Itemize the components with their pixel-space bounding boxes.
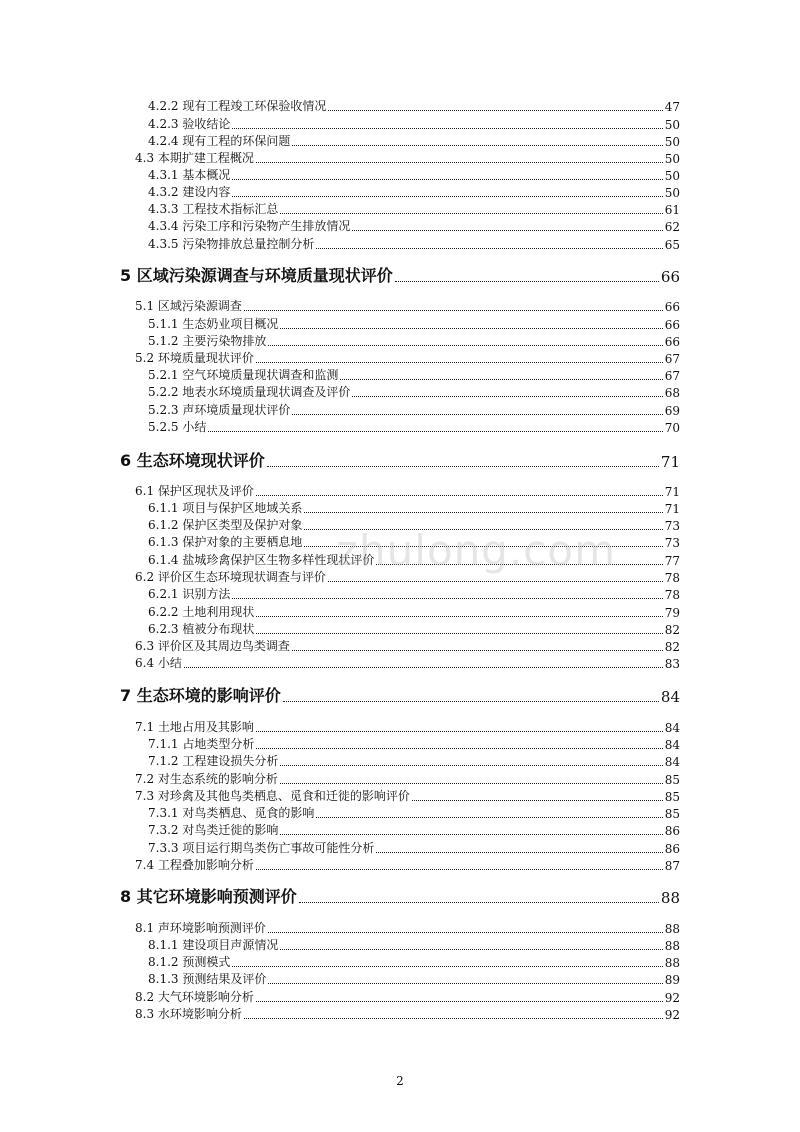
toc-entry-page: 67 — [664, 369, 680, 383]
toc-entry-page: 83 — [664, 657, 680, 671]
dot-leader — [328, 581, 663, 582]
toc-subsection-entry[interactable] — [148, 218, 680, 234]
toc-entry-page: 66 — [664, 335, 680, 349]
toc-entry-title: 6.1.4 盐城珍禽保护区生物多样性现状评价 — [148, 553, 375, 567]
toc-entry-page: 69 — [664, 404, 680, 418]
toc-subsection-entry[interactable] — [148, 402, 680, 418]
toc-section-entry[interactable] — [135, 638, 680, 654]
dot-leader — [256, 1001, 663, 1002]
toc-subsection-entry[interactable] — [148, 621, 680, 637]
toc-entry-page: 66 — [664, 300, 680, 314]
dot-leader — [280, 213, 662, 214]
toc-section-entry[interactable] — [135, 771, 680, 787]
toc-entry-title: 6.2 评价区生态环境现状调查与评价 — [135, 570, 326, 584]
toc-chapter-entry[interactable] — [120, 684, 680, 706]
toc-entry-page: 50 — [664, 186, 680, 200]
toc-subsection-entry[interactable] — [148, 98, 680, 114]
dot-leader — [280, 949, 662, 950]
dot-leader — [352, 230, 662, 231]
dot-leader — [232, 966, 662, 967]
toc-section-entry[interactable] — [135, 920, 680, 936]
toc-entry-page: 50 — [664, 152, 680, 166]
toc-entry-title: 4.3 本期扩建工程概况 — [135, 151, 254, 165]
toc-entry-title: 8.3 水环境影响分析 — [135, 1007, 242, 1021]
dot-leader — [304, 512, 662, 513]
dot-leader — [232, 128, 662, 129]
toc-subsection-entry[interactable] — [148, 805, 680, 821]
toc-entry-page: 47 — [664, 100, 680, 114]
toc-entry-title: 4.3.4 污染工序和污染物产生排放情况 — [148, 219, 351, 233]
toc-entry-title: 6 生态环境现状评价 — [120, 451, 265, 470]
dot-leader — [292, 650, 663, 651]
toc-entry-page: 85 — [664, 807, 680, 821]
toc-entry-title: 4.2.2 现有工程竣工环保验收情况 — [148, 99, 327, 113]
toc-entry-title: 8.1.3 预测结果及评价 — [148, 972, 267, 986]
dot-leader — [316, 248, 662, 249]
toc-entry-title: 6.2.3 植被分布现状 — [148, 622, 255, 636]
toc-entry-page: 88 — [664, 939, 680, 953]
toc-subsection-entry[interactable] — [148, 419, 680, 435]
dot-leader — [244, 310, 663, 311]
toc-entry-page: 89 — [664, 973, 680, 987]
toc-entry-page: 50 — [664, 118, 680, 132]
toc-entry-page: 92 — [664, 1008, 680, 1022]
toc-entry-title: 6.2.1 识别方法 — [148, 587, 231, 601]
toc-subsection-entry[interactable] — [148, 586, 680, 602]
toc-subsection-entry[interactable] — [148, 604, 680, 620]
dot-leader — [256, 731, 663, 732]
toc-entry-page: 66 — [664, 318, 680, 332]
dot-leader — [316, 817, 662, 818]
dot-leader — [256, 495, 663, 496]
toc-subsection-entry[interactable] — [148, 500, 680, 516]
toc-entry-title: 8.1.1 建设项目声源情况 — [148, 938, 279, 952]
dot-leader — [244, 1018, 663, 1019]
toc-subsection-entry[interactable] — [148, 954, 680, 970]
toc-chapter-entry[interactable] — [120, 885, 680, 907]
dot-leader — [256, 633, 662, 634]
toc-subsection-entry[interactable] — [148, 822, 680, 838]
toc-entry-page: 62 — [664, 220, 680, 234]
toc-subsection-entry[interactable] — [148, 840, 680, 856]
toc-entry-title: 4.3.2 建设内容 — [148, 185, 231, 199]
toc-entry-title: 8 其它环境影响预测评价 — [120, 887, 297, 906]
toc-entry-page: 78 — [664, 571, 680, 585]
dot-leader — [256, 362, 663, 363]
toc-entry-page: 71 — [664, 485, 680, 499]
toc-section-entry[interactable] — [135, 788, 680, 804]
toc-entry-title: 6.3 评价区及其周边鸟类调查 — [135, 639, 290, 653]
toc-entry-title: 4.2.3 验收结论 — [148, 117, 231, 131]
toc-entry-page: 86 — [664, 842, 680, 856]
toc-entry-title: 4.3.1 基本概况 — [148, 168, 231, 182]
toc-entry-title: 5.1.2 主要污染物排放 — [148, 334, 267, 348]
dot-leader — [395, 281, 659, 282]
dot-leader — [184, 667, 663, 668]
toc-entry-title: 5.2.3 声环境质量现状评价 — [148, 403, 291, 417]
toc-entry-title: 5 区域污染源调查与环境质量现状评价 — [120, 266, 393, 285]
toc-entry-page: 82 — [664, 623, 680, 637]
dot-leader — [268, 345, 662, 346]
watermark: zhulong.com — [336, 526, 616, 575]
dot-leader — [256, 616, 662, 617]
toc-entry-title: 5.1.1 生态奶业项目概况 — [148, 317, 279, 331]
toc-section-entry[interactable] — [135, 150, 680, 166]
toc-section-entry[interactable] — [135, 655, 680, 671]
toc-entry-title: 8.2 大气环境影响分析 — [135, 990, 254, 1004]
toc-entry-title: 8.1 声环境影响预测评价 — [135, 921, 266, 935]
toc-entry-page: 78 — [664, 588, 680, 602]
toc-entry-page: 84 — [664, 755, 680, 769]
toc-entry-title: 7.4 工程叠加影响分析 — [135, 858, 254, 872]
toc-entry-page: 61 — [664, 203, 680, 217]
toc-subsection-entry[interactable] — [148, 116, 680, 132]
toc-entry-title: 5.2.2 地表水环境质量现状调查及评价 — [148, 385, 351, 399]
toc-entry-page: 88 — [660, 889, 680, 907]
toc-entry-page: 88 — [664, 922, 680, 936]
toc-entry-page: 79 — [664, 606, 680, 620]
toc-subsection-entry[interactable] — [148, 184, 680, 200]
toc-entry-title: 5.2 环境质量现状评价 — [135, 351, 254, 365]
toc-subsection-entry[interactable] — [148, 236, 680, 252]
toc-entry-page: 50 — [664, 135, 680, 149]
dot-leader — [256, 869, 663, 870]
toc-entry-page: 87 — [664, 859, 680, 873]
dot-leader — [208, 431, 662, 432]
toc-entry-page: 67 — [664, 352, 680, 366]
dot-leader — [328, 110, 662, 111]
dot-leader — [232, 179, 662, 180]
toc-entry-title: 4.3.5 污染物排放总量控制分析 — [148, 237, 315, 251]
toc-entry-title: 6.1.2 保护区类型及保护对象 — [148, 518, 303, 532]
toc-entry-title: 7.1.2 工程建设损失分析 — [148, 754, 279, 768]
toc-entry-title: 7.3 对珍禽及其他鸟类栖息、觅食和迁徙的影响评价 — [135, 789, 410, 803]
toc-entry-title: 5.1 区域污染源调查 — [135, 299, 242, 313]
toc-entry-page: 82 — [664, 640, 680, 654]
toc-entry-title: 4.3.3 工程技术指标汇总 — [148, 202, 279, 216]
dot-leader — [232, 598, 662, 599]
toc-entry-page: 85 — [664, 773, 680, 787]
toc-subsection-entry[interactable] — [148, 167, 680, 183]
toc-entry-title: 7 生态环境的影响评价 — [120, 686, 281, 705]
dot-leader — [268, 983, 662, 984]
toc-entry-page: 88 — [664, 956, 680, 970]
toc-entry-page: 73 — [664, 519, 680, 533]
toc-section-entry[interactable] — [135, 719, 680, 735]
toc-subsection-entry[interactable] — [148, 971, 680, 987]
toc-entry-page: 77 — [664, 554, 680, 568]
toc-entry-title: 6.1.1 项目与保护区地域关系 — [148, 501, 303, 515]
toc-entry-title: 5.2.5 小结 — [148, 420, 207, 434]
toc-entry-page: 85 — [664, 790, 680, 804]
toc-entry-title: 8.1.2 预测模式 — [148, 955, 231, 969]
toc-subsection-entry[interactable] — [148, 316, 680, 332]
toc-entry-page: 86 — [664, 824, 680, 838]
toc-entry-title: 4.2.4 现有工程的环保问题 — [148, 134, 291, 148]
toc-entry-page: 50 — [664, 169, 680, 183]
toc-entry-page: 66 — [660, 268, 680, 286]
toc-entry-page: 84 — [664, 738, 680, 752]
toc-entry-title: 6.4 小结 — [135, 656, 182, 670]
dot-leader — [412, 800, 663, 801]
toc-entry-page: 65 — [664, 238, 680, 252]
toc-entry-page: 92 — [664, 991, 680, 1005]
toc-section-entry[interactable] — [135, 1006, 680, 1022]
toc-subsection-entry[interactable] — [148, 133, 680, 149]
toc-entry-title: 5.2.1 空气环境质量现状调查和监测 — [148, 368, 339, 382]
toc-subsection-entry[interactable] — [148, 367, 680, 383]
dot-leader — [352, 396, 662, 397]
dot-leader — [280, 783, 663, 784]
toc-entry-title: 7.1 土地占用及其影响 — [135, 720, 254, 734]
dot-leader — [232, 196, 662, 197]
toc-subsection-entry[interactable] — [148, 384, 680, 400]
toc-section-entry[interactable] — [135, 989, 680, 1005]
dot-leader — [280, 765, 662, 766]
dot-leader — [340, 379, 662, 380]
dot-leader — [267, 466, 659, 467]
toc-subsection-entry[interactable] — [148, 333, 680, 349]
toc-entry-page: 84 — [664, 721, 680, 735]
toc-subsection-entry[interactable] — [148, 201, 680, 217]
toc-subsection-entry[interactable] — [148, 753, 680, 769]
toc-section-entry[interactable] — [135, 483, 680, 499]
toc-entry-title: 7.1.1 占地类型分析 — [148, 737, 255, 751]
toc-entry-page: 84 — [660, 688, 680, 706]
toc-section-entry[interactable] — [135, 857, 680, 873]
dot-leader — [292, 414, 662, 415]
dot-leader — [280, 834, 662, 835]
toc-section-entry[interactable] — [135, 350, 680, 366]
dot-leader — [299, 902, 659, 903]
toc-entry-title: 6.1.3 保护对象的主要栖息地 — [148, 535, 303, 549]
toc-entry-title: 6.2.2 土地利用现状 — [148, 605, 255, 619]
dot-leader — [256, 748, 662, 749]
toc-entry-title: 6.1 保护区现状及评价 — [135, 484, 254, 498]
dot-leader — [283, 701, 659, 702]
toc-entry-title: 7.3.1 对鸟类栖息、觅食的影响 — [148, 806, 315, 820]
toc-entry-title: 7.3.3 项目运行期鸟类伤亡事故可能性分析 — [148, 841, 375, 855]
toc-chapter-entry[interactable] — [120, 449, 680, 471]
dot-leader — [268, 932, 663, 933]
dot-leader — [280, 328, 662, 329]
dot-leader — [376, 852, 662, 853]
dot-leader — [256, 162, 663, 163]
toc-entry-page: 71 — [664, 502, 680, 516]
page-number: 2 — [396, 1074, 404, 1088]
dot-leader — [292, 145, 662, 146]
toc-entry-page: 73 — [664, 536, 680, 550]
toc-subsection-entry[interactable] — [148, 736, 680, 752]
toc-entry-page: 70 — [664, 421, 680, 435]
toc-chapter-entry[interactable] — [120, 264, 680, 286]
toc-section-entry[interactable] — [135, 298, 680, 314]
toc-subsection-entry[interactable] — [148, 937, 680, 953]
toc-entry-page: 71 — [660, 453, 680, 471]
toc-entry-page: 68 — [664, 386, 680, 400]
toc-entry-title: 7.2 对生态系统的影响分析 — [135, 772, 278, 786]
toc-entry-title: 7.3.2 对鸟类迁徙的影响 — [148, 823, 279, 837]
